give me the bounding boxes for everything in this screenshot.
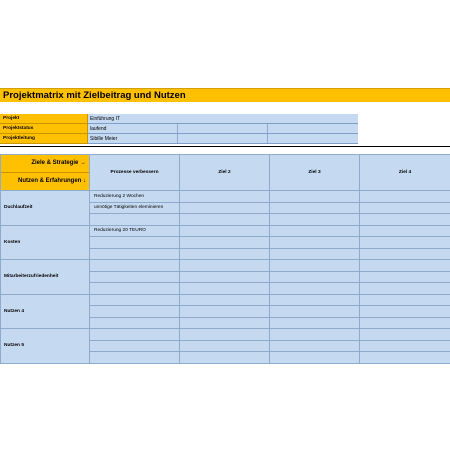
matrix-cell[interactable]: [270, 202, 360, 214]
matrix-cell[interactable]: [180, 294, 270, 306]
matrix-cell[interactable]: [180, 352, 270, 364]
matrix-cell[interactable]: [360, 248, 450, 260]
matrix-cell[interactable]: [360, 214, 450, 226]
matrix-corner: [1, 155, 90, 191]
matrix-cell[interactable]: [270, 191, 360, 203]
goal-header[interactable]: Ziel 2: [180, 155, 270, 191]
info-value-cell[interactable]: Sibille Meier: [88, 134, 178, 143]
matrix-cell[interactable]: [360, 329, 450, 341]
table-row: [1, 260, 450, 272]
matrix-cell[interactable]: [270, 317, 360, 329]
matrix-cell[interactable]: [270, 306, 360, 318]
matrix-cell[interactable]: [360, 225, 450, 237]
corner-benefits-label: Nutzen & Erfahrungen ↓: [1, 173, 89, 190]
matrix-cell[interactable]: [180, 214, 270, 226]
table-row: [1, 191, 450, 203]
matrix-cell[interactable]: [270, 352, 360, 364]
goal-header[interactable]: Ziel 4: [360, 155, 450, 191]
empty-cell[interactable]: [268, 134, 358, 143]
table-row: [1, 294, 450, 306]
table-row: [1, 225, 450, 237]
benefit-label[interactable]: Kosten: [1, 225, 90, 260]
matrix-cell[interactable]: [180, 225, 270, 237]
matrix-cell[interactable]: [180, 271, 270, 283]
sheet-title: Projektmatrix mit Zielbeitrag und Nutzen: [0, 88, 450, 102]
spreadsheet: [0, 88, 450, 362]
divider: [0, 146, 450, 147]
matrix-cell[interactable]: [90, 214, 180, 226]
matrix-cell[interactable]: [360, 294, 450, 306]
matrix-cell[interactable]: [270, 225, 360, 237]
matrix-cell[interactable]: [90, 237, 180, 249]
matrix-cell[interactable]: [90, 352, 180, 364]
matrix-cell[interactable]: Reduzierung 20 TEURO: [90, 225, 180, 237]
matrix-cell[interactable]: [270, 260, 360, 272]
matrix-cell[interactable]: [270, 237, 360, 249]
matrix-cell[interactable]: [180, 248, 270, 260]
matrix-cell[interactable]: [180, 306, 270, 318]
matrix-cell[interactable]: [180, 191, 270, 203]
matrix-cell[interactable]: [270, 271, 360, 283]
benefit-label[interactable]: Nutzen 5: [1, 329, 90, 364]
matrix-cell[interactable]: [270, 248, 360, 260]
matrix-cell[interactable]: [90, 294, 180, 306]
benefit-label[interactable]: Duchlaufzeit: [1, 191, 90, 226]
empty-cell[interactable]: [178, 124, 268, 133]
goal-header[interactable]: Prozesse verbessern: [90, 155, 180, 191]
empty-cell[interactable]: [268, 124, 358, 133]
matrix-cell[interactable]: [180, 260, 270, 272]
benefit-label[interactable]: Nutzen 4: [1, 294, 90, 329]
info-row-status: [0, 124, 358, 134]
matrix-cell[interactable]: [180, 283, 270, 295]
matrix-cell[interactable]: [270, 294, 360, 306]
matrix-cell[interactable]: [360, 202, 450, 214]
matrix-cell[interactable]: [270, 283, 360, 295]
matrix-cell[interactable]: [90, 283, 180, 295]
table-row: [1, 329, 450, 341]
matrix-cell[interactable]: [360, 260, 450, 272]
matrix-cell[interactable]: [180, 317, 270, 329]
matrix-cell[interactable]: [360, 317, 450, 329]
matrix-cell[interactable]: [90, 271, 180, 283]
matrix-cell[interactable]: [360, 271, 450, 283]
matrix-cell[interactable]: [270, 340, 360, 352]
project-matrix: [0, 154, 450, 364]
info-value-cell[interactable]: Einführung IT: [90, 116, 121, 122]
matrix-cell[interactable]: [360, 340, 450, 352]
info-value-cell[interactable]: laufend: [88, 124, 178, 133]
matrix-cell[interactable]: [180, 329, 270, 341]
matrix-cell[interactable]: [90, 340, 180, 352]
matrix-cell[interactable]: [360, 283, 450, 295]
matrix-cell[interactable]: [270, 329, 360, 341]
benefit-label[interactable]: Mitarbeiterzufriedenheit: [1, 260, 90, 295]
corner-goals-label: Ziele & Strategie →: [1, 155, 89, 173]
matrix-cell[interactable]: [90, 306, 180, 318]
matrix-cell[interactable]: [360, 306, 450, 318]
info-row-projekt: [0, 114, 358, 124]
matrix-cell[interactable]: [90, 317, 180, 329]
info-row-projektleitung: [0, 134, 358, 144]
matrix-cell[interactable]: [180, 237, 270, 249]
matrix-cell[interactable]: [90, 248, 180, 260]
matrix-cell[interactable]: [180, 340, 270, 352]
matrix-cell[interactable]: [180, 202, 270, 214]
matrix-header-row: [1, 155, 450, 191]
info-label: Projektleitung: [0, 134, 88, 144]
empty-cell[interactable]: [178, 134, 268, 143]
matrix-cell[interactable]: Reduzierung 2 Wochen: [90, 191, 180, 203]
goal-header[interactable]: Ziel 3: [270, 155, 360, 191]
matrix-cell[interactable]: [360, 352, 450, 364]
info-label: Projekt: [0, 114, 88, 124]
matrix-cell[interactable]: unnötige Tätigkeiten eleminieren: [90, 202, 180, 214]
matrix-cell[interactable]: [360, 237, 450, 249]
matrix-cell[interactable]: [360, 191, 450, 203]
info-label: Projektstatus: [0, 124, 88, 134]
matrix-cell[interactable]: [90, 260, 180, 272]
matrix-cell[interactable]: [270, 214, 360, 226]
matrix-cell[interactable]: [90, 329, 180, 341]
